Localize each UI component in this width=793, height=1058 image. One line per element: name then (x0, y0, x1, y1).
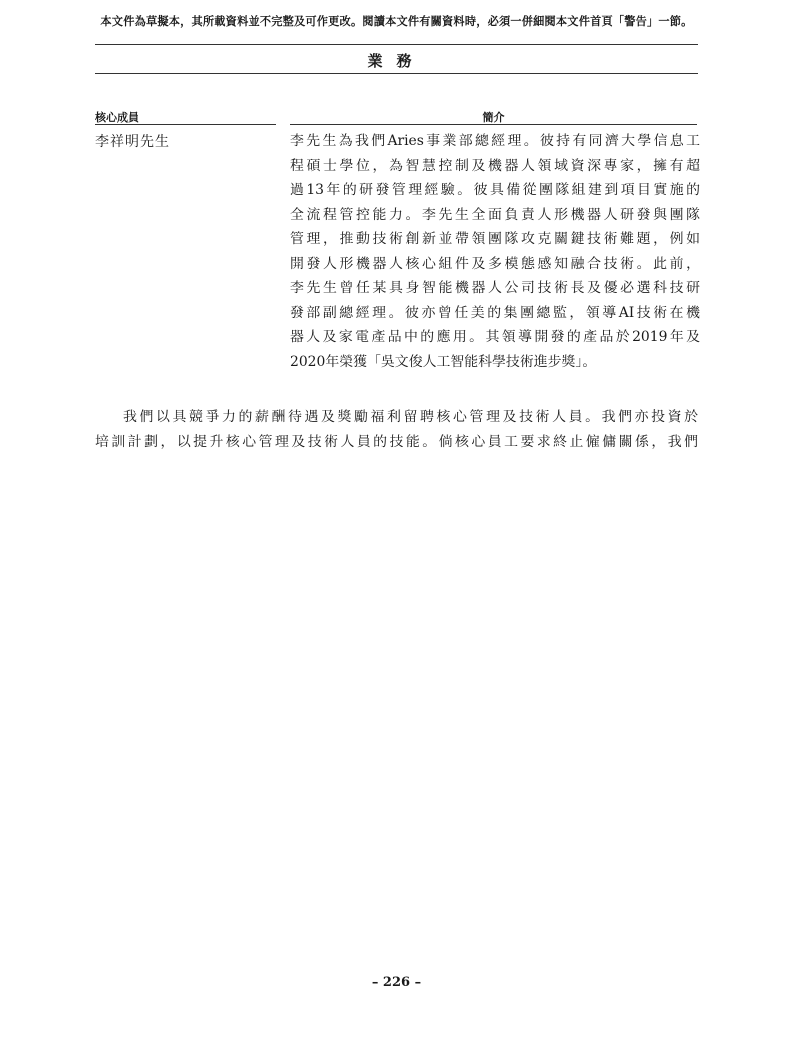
paragraph-line: 我們以具競爭力的薪酬待遇及獎勵福利留聘核心管理及技術人員。我們亦投資於 (123, 409, 698, 425)
page-number: – 226 – (371, 975, 422, 990)
bio-line: 全流程管控能力。李先生全面負責人形機器人研發與團隊 (290, 206, 700, 223)
bio-line: 李先生為我們Aries事業部總經理。彼持有同濟大學信息工 (290, 133, 700, 149)
bio-line: 發部副總經理。彼亦曾任美的集團總監，領導AI技術在機 (290, 304, 700, 321)
member-biography (290, 131, 700, 376)
section-rule (95, 73, 698, 74)
bio-line: 2020年榮獲「吳文俊人工智能科學技術進步獎」。 (290, 353, 597, 370)
column-header-profile: 簡介 (482, 111, 505, 124)
body-paragraph (95, 407, 698, 456)
member-name: 李祥明先生 (95, 134, 170, 150)
draft-disclaimer: 本文件為草擬本，其所載資料並不完整及可作更改。閱讀本文件有關資料時，必須一併細閱本文件首頁「警告」一節。 (100, 14, 693, 28)
bio-line: 李先生曾任某具身智能機器人公司技術長及優必選科技研 (290, 280, 700, 296)
bio-line: 程碩士學位，為智慧控制及機器人領域資深專家，擁有超 (290, 157, 700, 174)
bio-line: 器人及家電產品中的應用。其領導開發的產品於2019年及 (290, 329, 700, 345)
column-header-core-member: 核心成員 (95, 111, 139, 124)
header-rule (95, 44, 698, 45)
paragraph-line: 培訓計劃，以提升核心管理及技術人員的技能。倘核心員工要求終止僱傭關係，我們 (95, 433, 698, 450)
bio-line: 開發人形機器人核心組件及多模態感知融合技術。此前， (290, 255, 700, 272)
column-header-rule-left (95, 124, 276, 125)
section-title: 業務 (367, 52, 426, 70)
column-header-rule-right (290, 124, 697, 125)
bio-line: 過13年的研發管理經驗。彼具備從團隊組建到項目實施的 (290, 182, 700, 198)
bio-line: 管理，推動技術創新並帶領團隊攻克關鍵技術難題，例如 (290, 231, 700, 247)
